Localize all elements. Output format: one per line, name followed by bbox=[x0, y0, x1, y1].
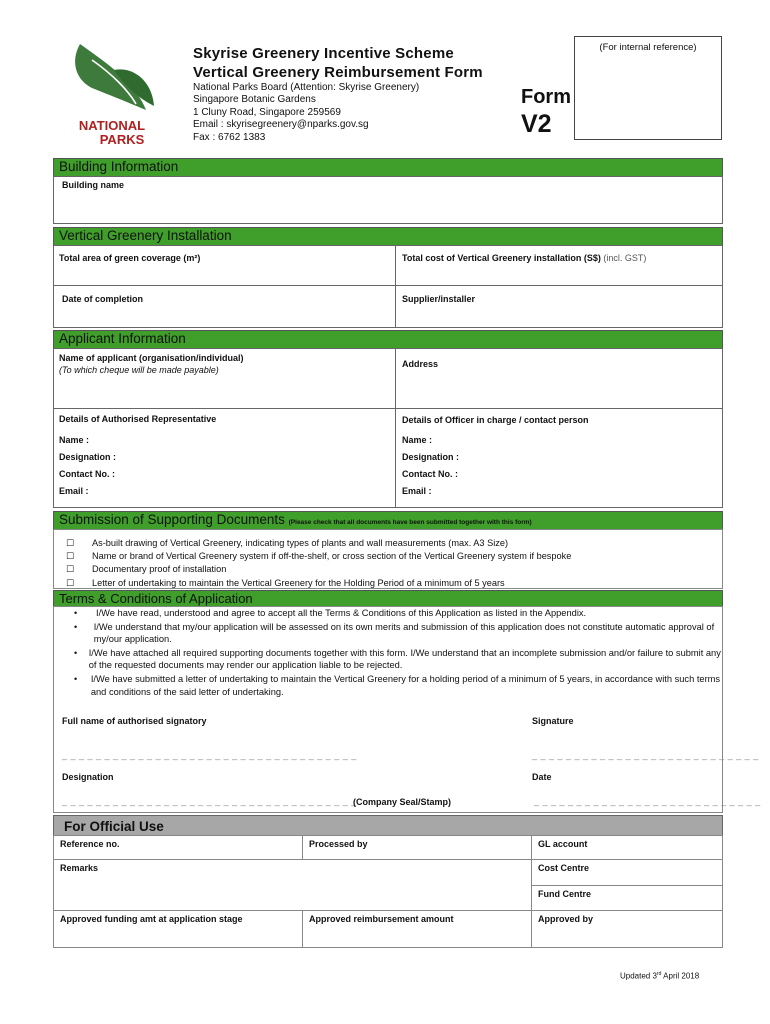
authorised-rep-box bbox=[53, 408, 396, 508]
authorised-rep-label: Details of Authorised Representative bbox=[59, 414, 217, 424]
internal-reference-box: (For internal reference) bbox=[574, 36, 722, 140]
completion-date-field[interactable] bbox=[53, 285, 396, 328]
address-field[interactable] bbox=[395, 348, 723, 409]
documents-checklist bbox=[66, 537, 571, 590]
cost-label: Total cost of Vertical Greenery installation (S$) bbox=[402, 253, 601, 263]
signature-label: Signature bbox=[532, 716, 574, 726]
checkbox-icon[interactable]: ☐ bbox=[66, 551, 75, 562]
document-item: Name or brand of Vertical Greenery system if off-the-shelf, or cross section of the Vertical Greenery system if bespoke bbox=[92, 551, 572, 562]
section-terms-heading: Terms & Conditions of Application bbox=[53, 590, 723, 607]
reference-no-field[interactable]: Reference no. bbox=[53, 835, 303, 860]
checkbox-icon[interactable]: ☐ bbox=[66, 564, 75, 575]
document-item: Documentary proof of installation bbox=[92, 564, 227, 575]
section-applicant-heading: Applicant Information bbox=[53, 330, 723, 349]
address-label: Address bbox=[402, 359, 439, 369]
rep-contact-field[interactable]: Contact No. : bbox=[59, 469, 115, 479]
company-seal-label: (Company Seal/Stamp) bbox=[353, 797, 452, 807]
officer-contact-field[interactable]: Contact No. : bbox=[402, 469, 458, 479]
section-building-heading: Building Information bbox=[53, 158, 723, 177]
signatory-line[interactable]: _ _ _ _ _ _ _ _ _ _ _ _ _ _ _ _ _ _ _ _ _ _ _ _ _ _ _ _ _ _ _ _ _ _ _ bbox=[62, 750, 357, 760]
officer-email-field[interactable]: Email : bbox=[402, 486, 432, 496]
signature-line[interactable]: _ _ _ _ _ _ _ _ _ _ _ _ _ _ _ _ _ _ _ _ _ _ _ _ _ _ _ bbox=[532, 750, 759, 760]
bullet-icon: • bbox=[74, 673, 78, 684]
applicant-name-label: Name of applicant (organisation/individual) bbox=[59, 353, 244, 363]
officer-name-field[interactable]: Name : bbox=[402, 435, 433, 445]
checkbox-icon[interactable]: ☐ bbox=[66, 538, 75, 548]
processed-by-field[interactable]: Processed by bbox=[302, 835, 532, 860]
form-title: Skyrise Greenery Incentive Scheme Vertical Greenery Reimbursement Form bbox=[193, 45, 483, 81]
fund-centre-field[interactable]: Fund Centre bbox=[531, 885, 723, 911]
document-item: As-built drawing of Vertical Greenery, indicating types of plants and wall measurements (max. A3 Size) bbox=[92, 538, 509, 548]
area-field[interactable] bbox=[53, 245, 396, 286]
rep-name-field[interactable]: Name : bbox=[59, 435, 90, 445]
area-label: Total area of green coverage (m²) bbox=[59, 253, 201, 263]
svg-text:PARKS: PARKS bbox=[99, 132, 145, 147]
date-line[interactable]: _ _ _ _ _ _ _ _ _ _ _ _ _ _ _ _ _ _ _ _ _ _ _ _ _ _ _ bbox=[534, 796, 761, 806]
signatory-label: Full name of authorised signatory bbox=[62, 716, 207, 726]
applicant-name-note: (To which cheque will be made payable) bbox=[59, 365, 219, 375]
officer-box bbox=[395, 408, 723, 508]
approved-reimbursement-field[interactable]: Approved reimbursement amount bbox=[302, 910, 532, 948]
document-item: Letter of undertaking to maintain the Vertical Greenery for the Holding Period of a minimum of 5 years bbox=[92, 577, 505, 588]
national-parks-logo bbox=[62, 40, 162, 150]
term-item: I/We have submitted a letter of undertaking to maintain the Vertical Greenery for a holding period of a minimum of 5 years, in accordance with such terms and conditions of the said letter of undertaking. bbox=[90, 673, 721, 697]
officer-label: Details of Officer in charge / contact person bbox=[402, 415, 589, 425]
date-label: Date bbox=[532, 772, 552, 782]
supplier-label: Supplier/installer bbox=[402, 294, 476, 304]
remarks-field[interactable]: Remarks bbox=[53, 859, 532, 911]
term-item: I/We have attached all required supporting documents together with this form. I/We understand that an incomplete submission and/or failure to submit any of the requested documents may render our application liable to be rejected. bbox=[88, 647, 721, 671]
designation-line[interactable]: _ _ _ _ _ _ _ _ _ _ _ _ _ _ _ _ _ _ _ _ _ _ _ _ _ _ _ _ _ _ _ _ _ _ _ bbox=[62, 796, 357, 806]
rep-designation-field[interactable]: Designation : bbox=[59, 452, 117, 462]
updated-date: Updated 3rd April 2018 bbox=[620, 971, 700, 981]
section-documents-heading: Submission of Supporting Documents (Please check that all documents have been submitted together with this form) bbox=[53, 511, 723, 530]
cost-note: (incl. GST) bbox=[603, 253, 647, 263]
form-label: Form bbox=[521, 86, 571, 108]
checkbox-icon[interactable]: ☐ bbox=[66, 577, 75, 588]
section-official-heading: For Official Use bbox=[53, 815, 723, 836]
svg-text:NATIONAL: NATIONAL bbox=[78, 118, 146, 133]
cost-centre-field[interactable]: Cost Centre bbox=[531, 859, 723, 886]
approved-by-field[interactable]: Approved by bbox=[531, 910, 723, 948]
officer-designation-field[interactable]: Designation : bbox=[402, 452, 460, 462]
section-installation-heading: Vertical Greenery Installation bbox=[53, 227, 723, 246]
bullet-icon: • bbox=[74, 608, 78, 618]
completion-date-label: Date of completion bbox=[62, 294, 144, 304]
term-item: I/We understand that my/our application will be assessed on its own merits and submission of this application does not constitute automatic approval of my/our application. bbox=[93, 621, 715, 645]
bullet-icon: • bbox=[74, 621, 78, 632]
gl-account-field[interactable]: GL account bbox=[531, 835, 723, 860]
designation-label: Designation bbox=[62, 772, 114, 782]
documents-note: (Please check that all documents have been submitted together with this form) bbox=[288, 519, 532, 526]
address-block: National Parks Board (Attention: Skyrise Greenery) Singapore Botanic Gardens 1 Cluny Road, Singapore 259569 Email : skyrisegreenery@nparks.gov.sg Fax : 6762 1383 bbox=[193, 82, 420, 143]
form-code: V2 bbox=[521, 110, 552, 138]
term-item: I/We have read, understood and agree to accept all the Terms & Conditions of this Application as listed in the Appendix. bbox=[96, 608, 587, 618]
approved-funding-field[interactable]: Approved funding amt at application stage bbox=[53, 910, 303, 948]
applicant-name-field[interactable] bbox=[53, 348, 396, 409]
terms-list bbox=[74, 607, 722, 699]
rep-email-field[interactable]: Email : bbox=[59, 486, 89, 496]
cost-field[interactable] bbox=[395, 245, 723, 286]
building-name-field[interactable] bbox=[53, 176, 723, 224]
bullet-icon: • bbox=[74, 647, 78, 658]
supplier-field[interactable] bbox=[395, 285, 723, 328]
building-name-label: Building name bbox=[62, 180, 125, 190]
